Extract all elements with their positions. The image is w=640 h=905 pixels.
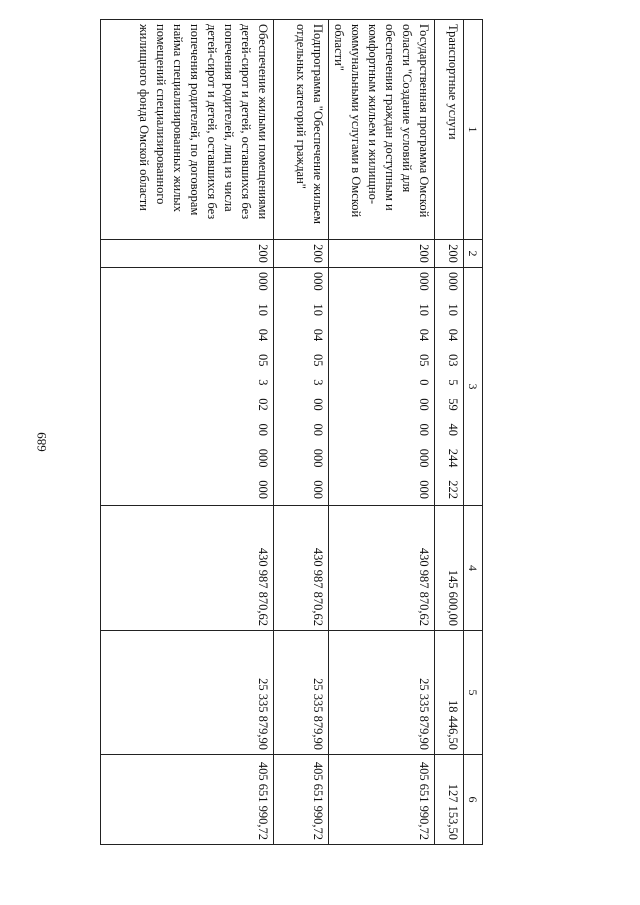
header-cell: 6 <box>463 755 482 845</box>
code-part: 000 <box>255 272 270 291</box>
table-row <box>100 20 273 845</box>
budget-table <box>73 19 483 844</box>
code-part: 000 <box>255 448 270 468</box>
budget-table-grid <box>100 19 483 845</box>
code-part: 000 <box>310 480 325 499</box>
code-part: 000 <box>445 272 460 291</box>
code-part: 10 <box>445 303 460 316</box>
row-admin-code: 200 <box>273 240 328 268</box>
code-part: 3 <box>255 379 270 386</box>
row-amount-col6: 405 651 990,72 <box>328 755 434 845</box>
row-name: Обеспечение жилыми помещениями детей-сирот и детей, оставшихся без попечения родителей, лиц из числа детей-сирот и детей, оставшихся без попечения родителей, по договорам найма специализированных жилых помещений специализированного жилищного фонда Омской области <box>100 20 273 240</box>
code-part: 02 <box>255 398 270 411</box>
code-part: 04 <box>416 328 431 342</box>
code-part: 5 <box>445 379 460 386</box>
code-part: 04 <box>255 328 270 342</box>
code-part: 000 <box>416 272 431 291</box>
row-amount-col5: 25 335 879,90 <box>273 631 328 755</box>
header-row <box>463 20 482 845</box>
row-name: Подпрограмма "Обеспечение жильем отдельных категорий граждан" <box>273 20 328 240</box>
row-amount-col4: 430 987 870,62 <box>328 506 434 631</box>
code-part: 000 <box>255 480 270 499</box>
code-part: 04 <box>445 328 460 342</box>
row-amount-col5: 25 335 879,90 <box>328 631 434 755</box>
table-row <box>434 20 463 845</box>
header-cell: 4 <box>463 506 482 631</box>
row-classification-code <box>434 268 463 506</box>
header-cell: 3 <box>463 268 482 506</box>
code-part: 244 <box>445 448 460 468</box>
code-part: 00 <box>310 398 325 411</box>
row-admin-code: 200 <box>434 240 463 268</box>
row-amount-col6: 405 651 990,72 <box>100 755 273 845</box>
code-part: 3 <box>310 379 325 386</box>
code-part: 05 <box>310 354 325 367</box>
code-part: 00 <box>416 398 431 411</box>
table-row <box>273 20 328 845</box>
code-part: 00 <box>310 423 325 436</box>
header-cell: 2 <box>463 240 482 268</box>
header-cell: 1 <box>463 20 482 240</box>
code-part: 10 <box>416 303 431 316</box>
row-admin-code: 200 <box>328 240 434 268</box>
code-part: 10 <box>310 303 325 316</box>
row-amount-col6: 405 651 990,72 <box>273 755 328 845</box>
row-amount-col4: 430 987 870,62 <box>273 506 328 631</box>
code-part: 000 <box>416 448 431 468</box>
code-part: 222 <box>445 480 460 499</box>
table-row <box>328 20 434 845</box>
code-part: 00 <box>255 423 270 436</box>
row-amount-col5: 18 446,50 <box>434 631 463 755</box>
code-part: 000 <box>310 448 325 468</box>
row-admin-code: 200 <box>100 240 273 268</box>
row-name: Транспортные услуги <box>434 20 463 240</box>
code-part: 40 <box>445 423 460 436</box>
code-part: 05 <box>255 354 270 367</box>
code-part: 05 <box>416 354 431 367</box>
row-amount-col6: 127 153,50 <box>434 755 463 845</box>
row-amount-col4: 430 987 870,62 <box>100 506 273 631</box>
code-part: 04 <box>310 328 325 342</box>
code-part: 10 <box>255 303 270 316</box>
row-classification-code <box>273 268 328 506</box>
code-part: 03 <box>445 354 460 367</box>
row-classification-code <box>100 268 273 506</box>
row-amount-col5: 25 335 879,90 <box>100 631 273 755</box>
code-part: 0 <box>416 379 431 386</box>
page-number: 689 <box>34 432 49 452</box>
code-part: 000 <box>416 480 431 499</box>
row-name: Государственная программа Омской области "Создание условий для обеспечения граждан доступным и комфортным жильем и жилищно-коммунальными услугами в Омской области" <box>328 20 434 240</box>
row-classification-code <box>328 268 434 506</box>
row-amount-col4: 145 600,00 <box>434 506 463 631</box>
header-cell: 5 <box>463 631 482 755</box>
code-part: 00 <box>416 423 431 436</box>
code-part: 59 <box>445 398 460 411</box>
code-part: 000 <box>310 272 325 291</box>
